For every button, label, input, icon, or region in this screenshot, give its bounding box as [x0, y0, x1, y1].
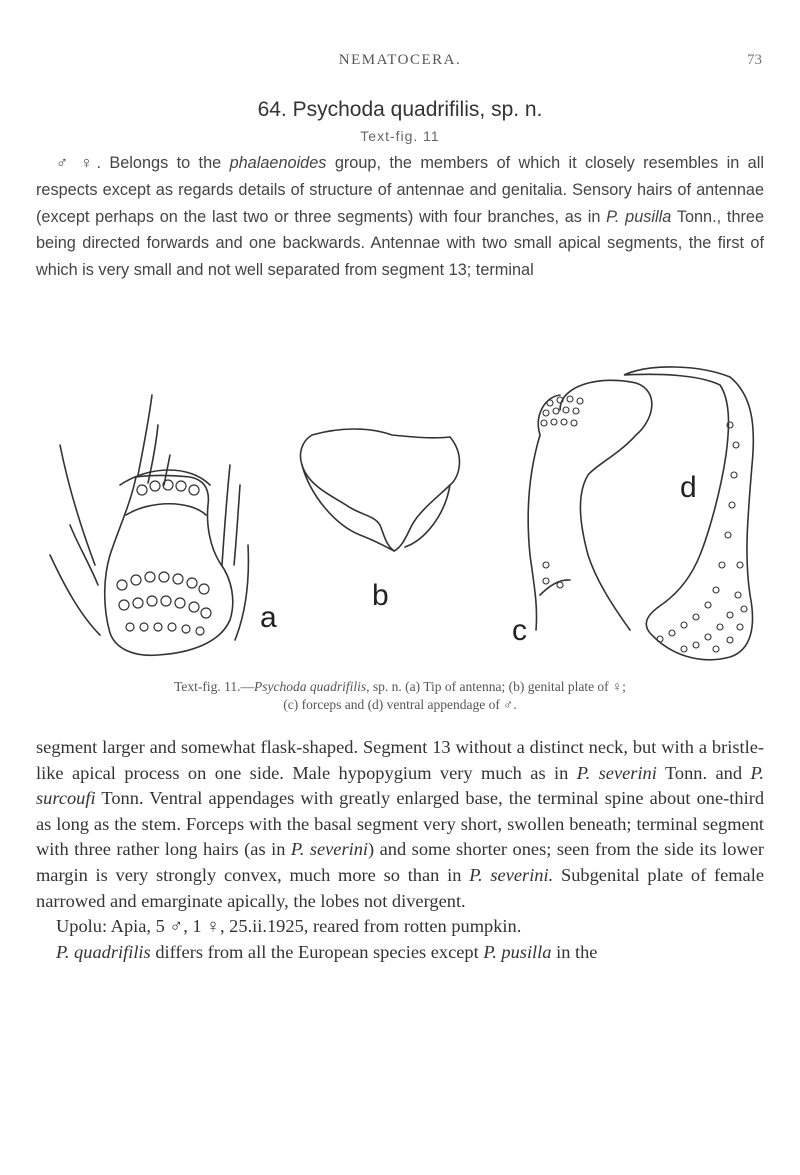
caption-prefix: Text-fig. 11.— [174, 679, 254, 694]
sex-symbols: ♂ ♀. [56, 154, 102, 172]
genital-plate-drawing [300, 429, 459, 551]
group-name: phalaenoides [229, 154, 327, 172]
description-paragraph: ♂ ♀. Belongs to the phalaenoides group, the members of which it closely resembles in all respects except as regards details of structure of antennae and genitalia. Sensory hairs of antennae (except perhaps on the last two or three segments) with four branches, as in P. pusilla Tonn., three being directed forwards and one backwards. Antennae with two small apical segments, the first of which is very small and not well separated from segment 13; terminal [36, 154, 765, 280]
page-header [0, 52, 800, 82]
locality-record: Upolu: Apia, 5 ♂, 1 ♀, 25.ii.1925, reared from rotten pumpkin. [56, 916, 522, 937]
figure-label-c: c [512, 614, 527, 647]
figure-label-b: b [372, 579, 389, 612]
forceps-drawing [528, 380, 652, 630]
caption-species: Psychoda quadrifilis, [253, 679, 370, 694]
page-number: 73 [747, 52, 762, 68]
comparison-paragraph: P. quadrifilis differs from all the European species except P. pusilla in the [56, 941, 598, 962]
figure-caption: Text-fig. 11.—Psychoda quadrifilis, sp. n. (a) Tip of antenna; (b) genital plate of ♀; (c) forceps and (d) ventral appendage of ♂. [174, 679, 626, 712]
description-continued: segment larger and somewhat flask-shaped. Segment 13 without a distinct neck, but with a bristle-like apical process on one side. Male hypopygium very much as in P. severini Tonn. and P. surcoufi Tonn. Ventral appendages with greatly enlarged base, the terminal spine about one-third as long as the stem. Forceps with the basal segment very short, swollen beneath; terminal segment with three rather long hairs (as in P. severini) and some shorter ones; seen from the side its lower margin is very strongly convex, much more so than in P. severini. Subgenital plate of female narrowed and emarginate apically, the lobes not divergent. [36, 737, 765, 911]
figure-label-d: d [680, 471, 697, 504]
species-name: Psychoda quadrifilis, [292, 98, 486, 121]
body-text [36, 735, 764, 965]
antenna-tip-drawing [50, 395, 248, 655]
running-title: NEMATOCERA. [338, 52, 462, 68]
species-number: 64. [257, 98, 287, 121]
figure-label-a: a [260, 601, 277, 634]
species-status: sp. n. [491, 98, 543, 121]
text-fig-reference: Text-fig. 11 [360, 128, 440, 144]
species-reference: P. pusilla [606, 207, 672, 226]
species-heading [0, 98, 800, 122]
text-figure-11 [40, 365, 770, 675]
ventral-appendage-drawing [624, 367, 753, 660]
